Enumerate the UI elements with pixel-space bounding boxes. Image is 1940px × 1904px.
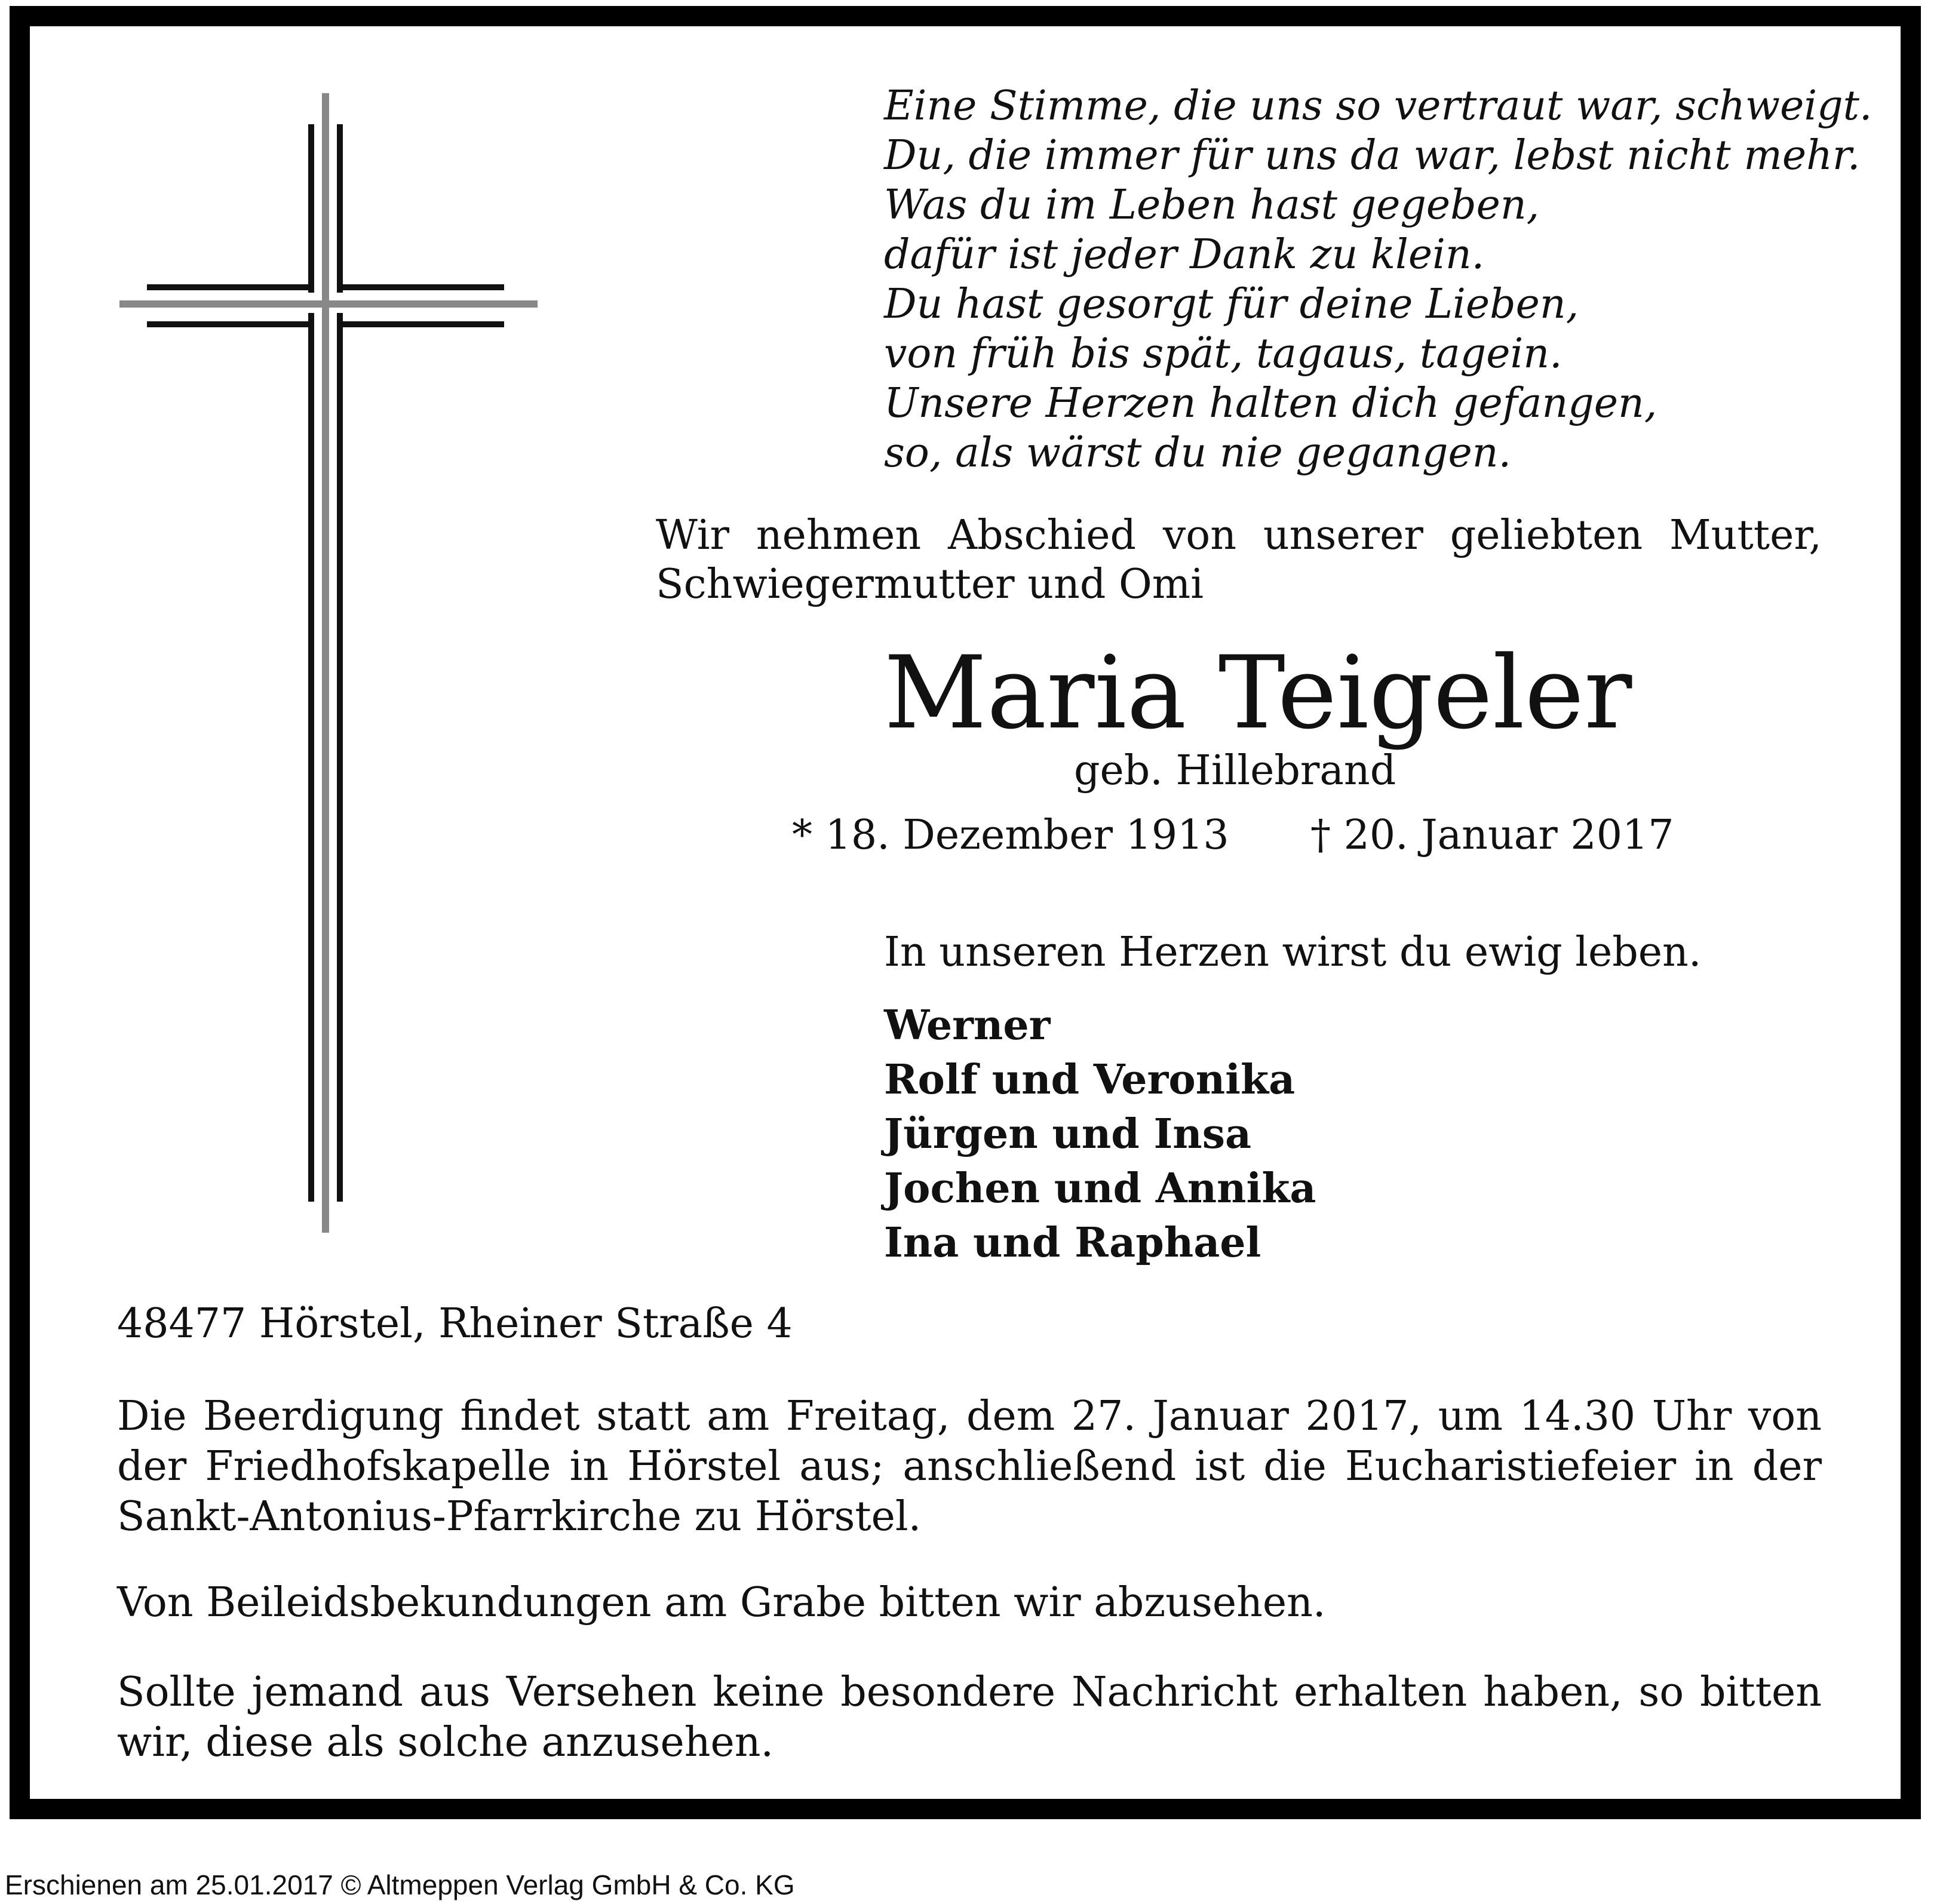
mourner-name: Werner [884, 1002, 1051, 1049]
motto: In unseren Herzen wirst du ewig leben. [884, 929, 1702, 976]
mourner-name: Jürgen und Insa [884, 1110, 1252, 1158]
mourners-list [884, 999, 1316, 1270]
poem-line: so, als wärst du nie gegangen. [884, 429, 1512, 477]
cross-gray-horizontal [119, 300, 538, 308]
poem-line: Du hast gesorgt für deine Lieben, [884, 281, 1579, 328]
deceased-name: Maria Teigeler [884, 634, 1632, 751]
notification-notice: Sollte jemand aus Versehen keine besondere Nachricht erhalten haben, so bitten wir, diese als solche anzusehen. [117, 1669, 1822, 1766]
maiden-name: geb. Hillebrand [1074, 747, 1396, 794]
mourner-name: Jochen und Annika [884, 1165, 1316, 1212]
poem-line: Was du im Leben hast gegeben, [884, 182, 1540, 229]
cross-icon [113, 90, 544, 1236]
cross-black-top-left [147, 284, 314, 290]
poem-line: von früh bis spät, tagaus, tagein. [884, 330, 1563, 377]
poem [884, 81, 1873, 478]
cross-black-right-upper [337, 124, 343, 293]
cross-black-left-lower [308, 313, 314, 1202]
address: 48477 Hörstel, Rheiner Straße 4 [117, 1300, 793, 1347]
condolence-request: Von Beileidsbekundungen am Grabe bitten wir abzusehen. [117, 1579, 1326, 1626]
cross-black-left-upper [308, 124, 314, 293]
farewell-intro: Wir nehmen Abschied von unserer geliebten Mutter, Schwiegermutter und Omi [656, 512, 1822, 608]
poem-line: dafür ist jeder Dank zu klein. [884, 231, 1485, 278]
cross-black-top-right [337, 284, 504, 290]
funeral-details: Die Beerdigung findet statt am Freitag, dem 27. Januar 2017, um 14.30 Uhr von der Friedhofskapelle in Hörstel aus; anschließend ist die Eucharistiefeier in der Sankt-Antonius-Pfarrkirche zu Hörstel. [117, 1393, 1822, 1540]
poem-line: Eine Stimme, die uns so vertraut war, schweigt. [884, 82, 1873, 130]
cross-black-bottom-left [147, 321, 314, 327]
mourner-name: Rolf und Veronika [884, 1056, 1296, 1104]
poem-line: Du, die immer für uns da war, lebst nicht mehr. [884, 132, 1861, 179]
death-date: † 20. Januar 2017 [1310, 812, 1674, 859]
cross-gray-vertical [322, 93, 329, 1233]
cross-black-right-lower [337, 313, 343, 1202]
cross-black-bottom-right [337, 321, 504, 327]
poem-line: Unsere Herzen halten dich gefangen, [884, 380, 1657, 427]
publication-footer: Erschienen am 25.01.2017 © Altmeppen Verlag GmbH & Co. KG [5, 1869, 795, 1900]
mourner-name: Ina und Raphael [884, 1219, 1261, 1267]
birth-date: * 18. Dezember 1913 [792, 812, 1229, 859]
